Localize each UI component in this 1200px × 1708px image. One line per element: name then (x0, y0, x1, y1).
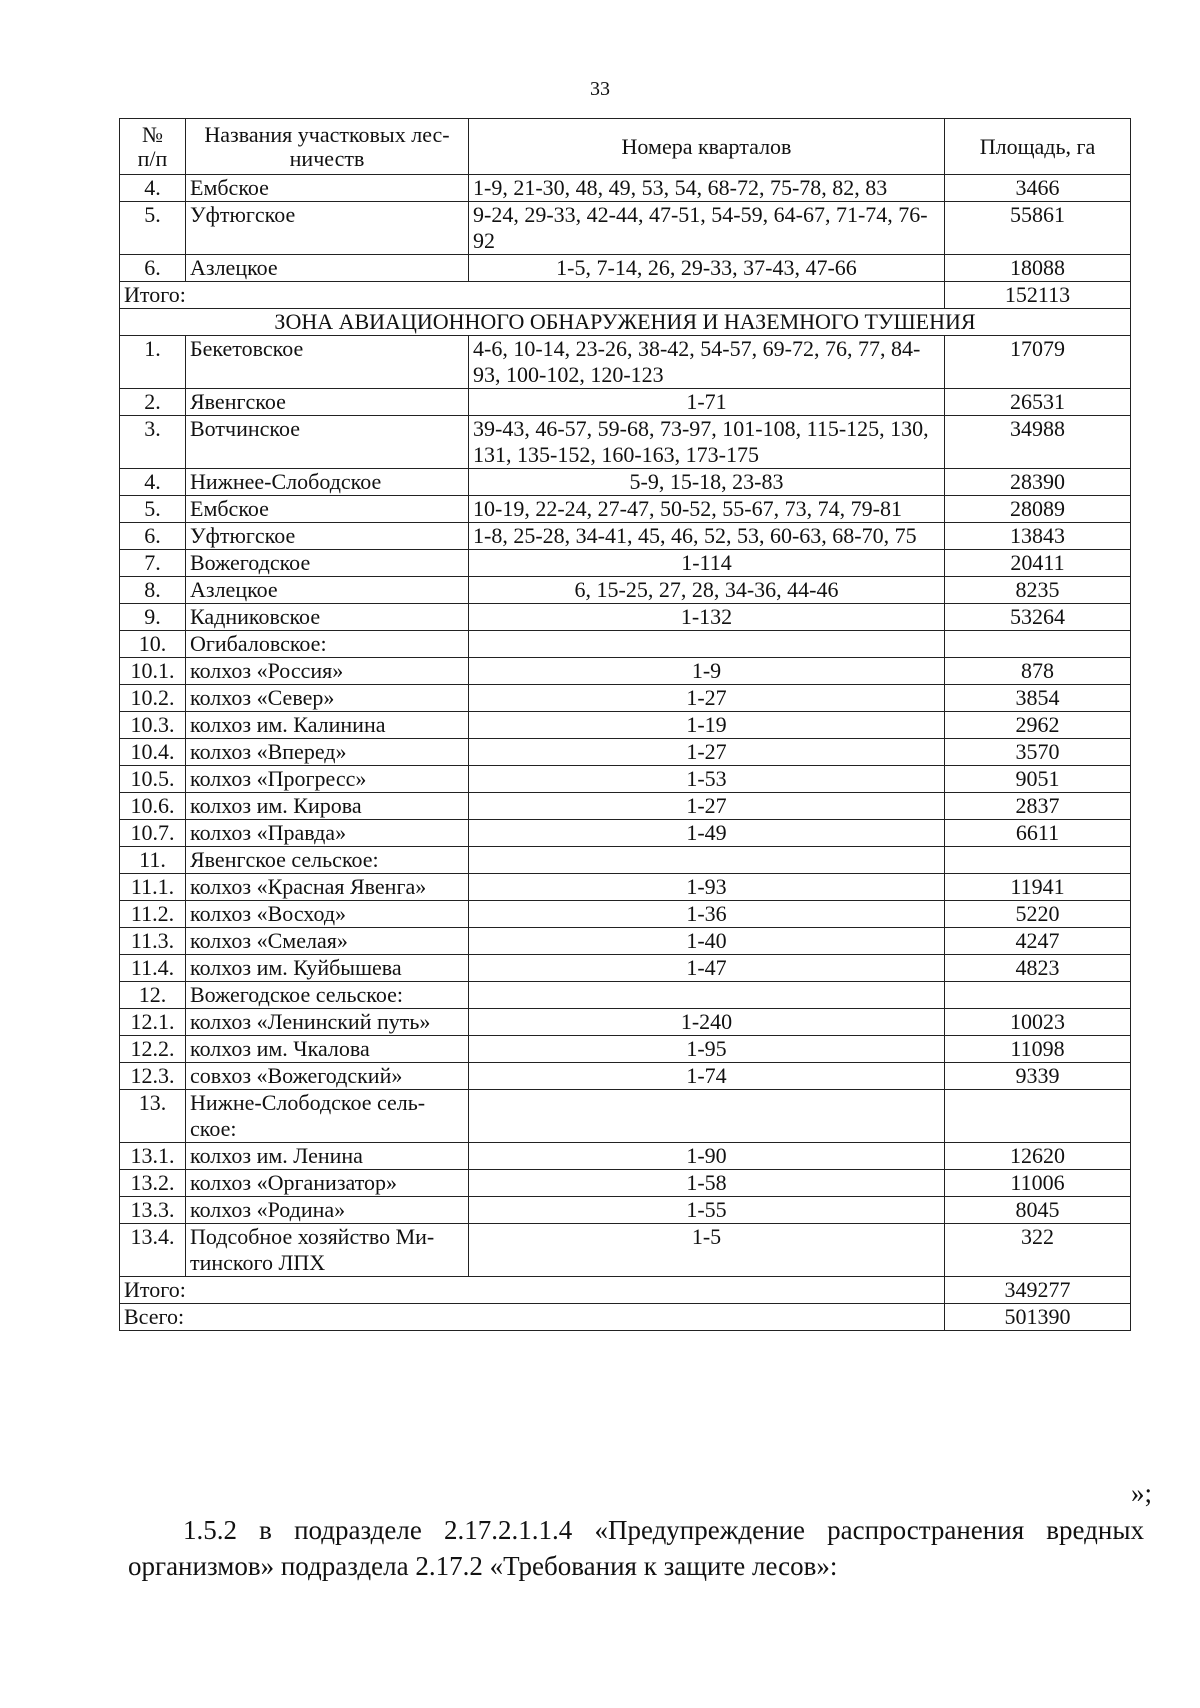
row-num: 4. (120, 175, 186, 202)
table-row (120, 469, 1131, 496)
row-area: 9339 (945, 1063, 1131, 1090)
table-row (120, 202, 1131, 255)
row-quarters: 1-40 (469, 928, 945, 955)
row-num: 3. (120, 416, 186, 469)
row-area: 6611 (945, 820, 1131, 847)
table-row (120, 685, 1131, 712)
row-area: 12620 (945, 1143, 1131, 1170)
row-quarters: 9-24, 29-33, 42-44, 47-51, 54-59, 64-67, 71-74, 76-92 (469, 202, 945, 255)
row-num: 13.3. (120, 1197, 186, 1224)
table-row (120, 1090, 1131, 1143)
row-num: 10.6. (120, 793, 186, 820)
row-quarters: 1-27 (469, 739, 945, 766)
row-name: Нижне-Слободское сель- ское: (186, 1090, 469, 1143)
row-area: 8045 (945, 1197, 1131, 1224)
row-name: колхоз «Восход» (186, 901, 469, 928)
row-area: 28390 (945, 469, 1131, 496)
row-num: 11.2. (120, 901, 186, 928)
table-row (120, 874, 1131, 901)
row-quarters: 1-71 (469, 389, 945, 416)
row-area: 322 (945, 1224, 1131, 1277)
row-area (945, 982, 1131, 1009)
row-num: 13. (120, 1090, 186, 1143)
grand-total-row-label: Всего: (120, 1304, 945, 1331)
row-name: Кадниковское (186, 604, 469, 631)
row-area: 11098 (945, 1036, 1131, 1063)
row-area: 11006 (945, 1170, 1131, 1197)
table-row (120, 1224, 1131, 1277)
row-name: Огибаловское: (186, 631, 469, 658)
row-area: 4823 (945, 955, 1131, 982)
table-row (120, 1143, 1131, 1170)
total-row-area: 349277 (945, 1277, 1131, 1304)
row-quarters: 1-132 (469, 604, 945, 631)
table-row (120, 1009, 1131, 1036)
row-quarters: 1-55 (469, 1197, 945, 1224)
row-area: 34988 (945, 416, 1131, 469)
row-area: 9051 (945, 766, 1131, 793)
row-num: 10. (120, 631, 186, 658)
table-row (120, 982, 1131, 1009)
table-row (120, 901, 1131, 928)
table-row (120, 416, 1131, 469)
row-name: Азлецкое (186, 577, 469, 604)
row-area: 20411 (945, 550, 1131, 577)
row-num: 5. (120, 202, 186, 255)
row-num: 10.3. (120, 712, 186, 739)
row-quarters: 1-47 (469, 955, 945, 982)
row-num: 12.1. (120, 1009, 186, 1036)
row-num: 13.2. (120, 1170, 186, 1197)
row-area: 11941 (945, 874, 1131, 901)
row-quarters: 1-8, 25-28, 34-41, 45, 46, 52, 53, 60-63, 68-70, 75 (469, 523, 945, 550)
row-name: колхоз «Правда» (186, 820, 469, 847)
row-name: Явенгское сельское: (186, 847, 469, 874)
row-area (945, 1090, 1131, 1143)
table-row (120, 1063, 1131, 1090)
table-row (120, 336, 1131, 389)
subtotal-row-area: 152113 (945, 282, 1131, 309)
row-name: колхоз им. Кирова (186, 793, 469, 820)
row-name: Вожегодское (186, 550, 469, 577)
grand-total-row (120, 1304, 1131, 1331)
row-name: Уфтюгское (186, 523, 469, 550)
row-num: 6. (120, 523, 186, 550)
row-area: 3466 (945, 175, 1131, 202)
row-quarters: 1-36 (469, 901, 945, 928)
table-row (120, 631, 1131, 658)
row-name: колхоз «Красная Явенга» (186, 874, 469, 901)
row-num: 11.3. (120, 928, 186, 955)
row-name: Вожегодское сельское: (186, 982, 469, 1009)
row-quarters: 1-58 (469, 1170, 945, 1197)
table-row (120, 820, 1131, 847)
row-area: 2837 (945, 793, 1131, 820)
row-name: Азлецкое (186, 255, 469, 282)
row-name: колхоз «Север» (186, 685, 469, 712)
row-quarters: 1-19 (469, 712, 945, 739)
header-num: № п/п (120, 119, 186, 175)
table-row (120, 955, 1131, 982)
row-area: 3570 (945, 739, 1131, 766)
header-area: Площадь, га (945, 119, 1131, 175)
table-row (120, 550, 1131, 577)
paragraph-text: 1.5.2 в подразделе 2.17.2.1.1.4 «Предупреждение распространения вредных организмов» подраздела 2.17.2 «Требования к защите лесов»: (128, 1515, 1144, 1581)
row-num: 7. (120, 550, 186, 577)
row-quarters (469, 982, 945, 1009)
row-quarters: 1-27 (469, 793, 945, 820)
row-quarters: 1-27 (469, 685, 945, 712)
row-num: 8. (120, 577, 186, 604)
row-area (945, 631, 1131, 658)
header-name: Названия участковых лес- ничеств (186, 119, 469, 175)
row-quarters (469, 631, 945, 658)
row-quarters: 1-90 (469, 1143, 945, 1170)
row-quarters: 39-43, 46-57, 59-68, 73-97, 101-108, 115-125, 130, 131, 135-152, 160-163, 173-175 (469, 416, 945, 469)
row-area (945, 847, 1131, 874)
row-quarters: 1-95 (469, 1036, 945, 1063)
row-num: 13.4. (120, 1224, 186, 1277)
row-num: 11. (120, 847, 186, 874)
row-quarters: 1-93 (469, 874, 945, 901)
row-name: Ембское (186, 496, 469, 523)
row-quarters: 1-240 (469, 1009, 945, 1036)
row-name: колхоз «Прогресс» (186, 766, 469, 793)
row-num: 10.4. (120, 739, 186, 766)
section-title: ЗОНА АВИАЦИОННОГО ОБНАРУЖЕНИЯ И НАЗЕМНОГО ТУШЕНИЯ (120, 309, 1131, 336)
subtotal-row-label: Итого: (120, 282, 945, 309)
row-num: 6. (120, 255, 186, 282)
table-row (120, 496, 1131, 523)
table-row (120, 577, 1131, 604)
row-num: 10.5. (120, 766, 186, 793)
row-num: 5. (120, 496, 186, 523)
row-name: Нижнее-Слободское (186, 469, 469, 496)
row-num: 2. (120, 389, 186, 416)
row-quarters: 1-5, 7-14, 26, 29-33, 37-43, 47-66 (469, 255, 945, 282)
row-area: 5220 (945, 901, 1131, 928)
row-name: совхоз «Вожегодский» (186, 1063, 469, 1090)
section-header-row (120, 309, 1131, 336)
row-quarters: 4-6, 10-14, 23-26, 38-42, 54-57, 69-72, 76, 77, 84-93, 100-102, 120-123 (469, 336, 945, 389)
row-num: 10.7. (120, 820, 186, 847)
table-body (120, 175, 1131, 1331)
table-row (120, 1036, 1131, 1063)
row-num: 4. (120, 469, 186, 496)
page-number: 33 (590, 78, 610, 100)
table-row (120, 1197, 1131, 1224)
row-quarters: 6, 15-25, 27, 28, 34-36, 44-46 (469, 577, 945, 604)
row-name: колхоз им. Куйбышева (186, 955, 469, 982)
row-quarters: 1-9, 21-30, 48, 49, 53, 54, 68-72, 75-78, 82, 83 (469, 175, 945, 202)
row-name: колхоз им. Чкалова (186, 1036, 469, 1063)
forest-zones-table (119, 118, 1131, 1331)
row-num: 13.1. (120, 1143, 186, 1170)
row-area: 10023 (945, 1009, 1131, 1036)
table-row (120, 523, 1131, 550)
row-name: колхоз «Родина» (186, 1197, 469, 1224)
row-num: 12.2. (120, 1036, 186, 1063)
row-area: 8235 (945, 577, 1131, 604)
table-row (120, 793, 1131, 820)
row-area: 18088 (945, 255, 1131, 282)
row-name: колхоз «Вперед» (186, 739, 469, 766)
row-area: 4247 (945, 928, 1131, 955)
row-quarters: 1-9 (469, 658, 945, 685)
row-quarters: 1-74 (469, 1063, 945, 1090)
row-name: Бекетовское (186, 336, 469, 389)
total-row (120, 1277, 1131, 1304)
row-quarters: 1-53 (469, 766, 945, 793)
row-area: 53264 (945, 604, 1131, 631)
row-area: 13843 (945, 523, 1131, 550)
table-row (120, 658, 1131, 685)
row-name: колхоз «Ленинский путь» (186, 1009, 469, 1036)
row-area: 26531 (945, 389, 1131, 416)
row-name: колхоз «Россия» (186, 658, 469, 685)
row-num: 11.4. (120, 955, 186, 982)
row-area: 878 (945, 658, 1131, 685)
row-quarters (469, 1090, 945, 1143)
table-row (120, 389, 1131, 416)
row-name: Ембское (186, 175, 469, 202)
table-row (120, 712, 1131, 739)
row-quarters: 1-114 (469, 550, 945, 577)
table-header (120, 119, 1131, 175)
row-name: Уфтюгское (186, 202, 469, 255)
row-name: колхоз им. Ленина (186, 1143, 469, 1170)
row-num: 1. (120, 336, 186, 389)
table-row (120, 928, 1131, 955)
grand-total-row-area: 501390 (945, 1304, 1131, 1331)
row-num: 10.2. (120, 685, 186, 712)
row-area: 2962 (945, 712, 1131, 739)
row-quarters (469, 847, 945, 874)
table-row (120, 766, 1131, 793)
row-name: колхоз «Смелая» (186, 928, 469, 955)
subtotal-row (120, 282, 1131, 309)
row-name: колхоз «Организатор» (186, 1170, 469, 1197)
row-quarters: 1-49 (469, 820, 945, 847)
row-area: 3854 (945, 685, 1131, 712)
row-name: Явенгское (186, 389, 469, 416)
closing-mark: »; (1130, 1478, 1152, 1508)
row-name: Подсобное хозяйство Ми- тинского ЛПХ (186, 1224, 469, 1277)
table-row (120, 175, 1131, 202)
row-num: 9. (120, 604, 186, 631)
table-row (120, 1170, 1131, 1197)
row-name: Вотчинское (186, 416, 469, 469)
row-quarters: 10-19, 22-24, 27-47, 50-52, 55-67, 73, 74, 79-81 (469, 496, 945, 523)
row-num: 11.1. (120, 874, 186, 901)
table-row (120, 604, 1131, 631)
row-area: 55861 (945, 202, 1131, 255)
table-row (120, 847, 1131, 874)
row-num: 12. (120, 982, 186, 1009)
row-quarters: 5-9, 15-18, 23-83 (469, 469, 945, 496)
paragraph (128, 1512, 1144, 1584)
row-num: 12.3. (120, 1063, 186, 1090)
total-row-label: Итого: (120, 1277, 945, 1304)
header-quarters: Номера кварталов (469, 119, 945, 175)
row-quarters: 1-5 (469, 1224, 945, 1277)
row-area: 28089 (945, 496, 1131, 523)
table-row (120, 739, 1131, 766)
table-row (120, 255, 1131, 282)
row-name: колхоз им. Калинина (186, 712, 469, 739)
row-num: 10.1. (120, 658, 186, 685)
row-area: 17079 (945, 336, 1131, 389)
